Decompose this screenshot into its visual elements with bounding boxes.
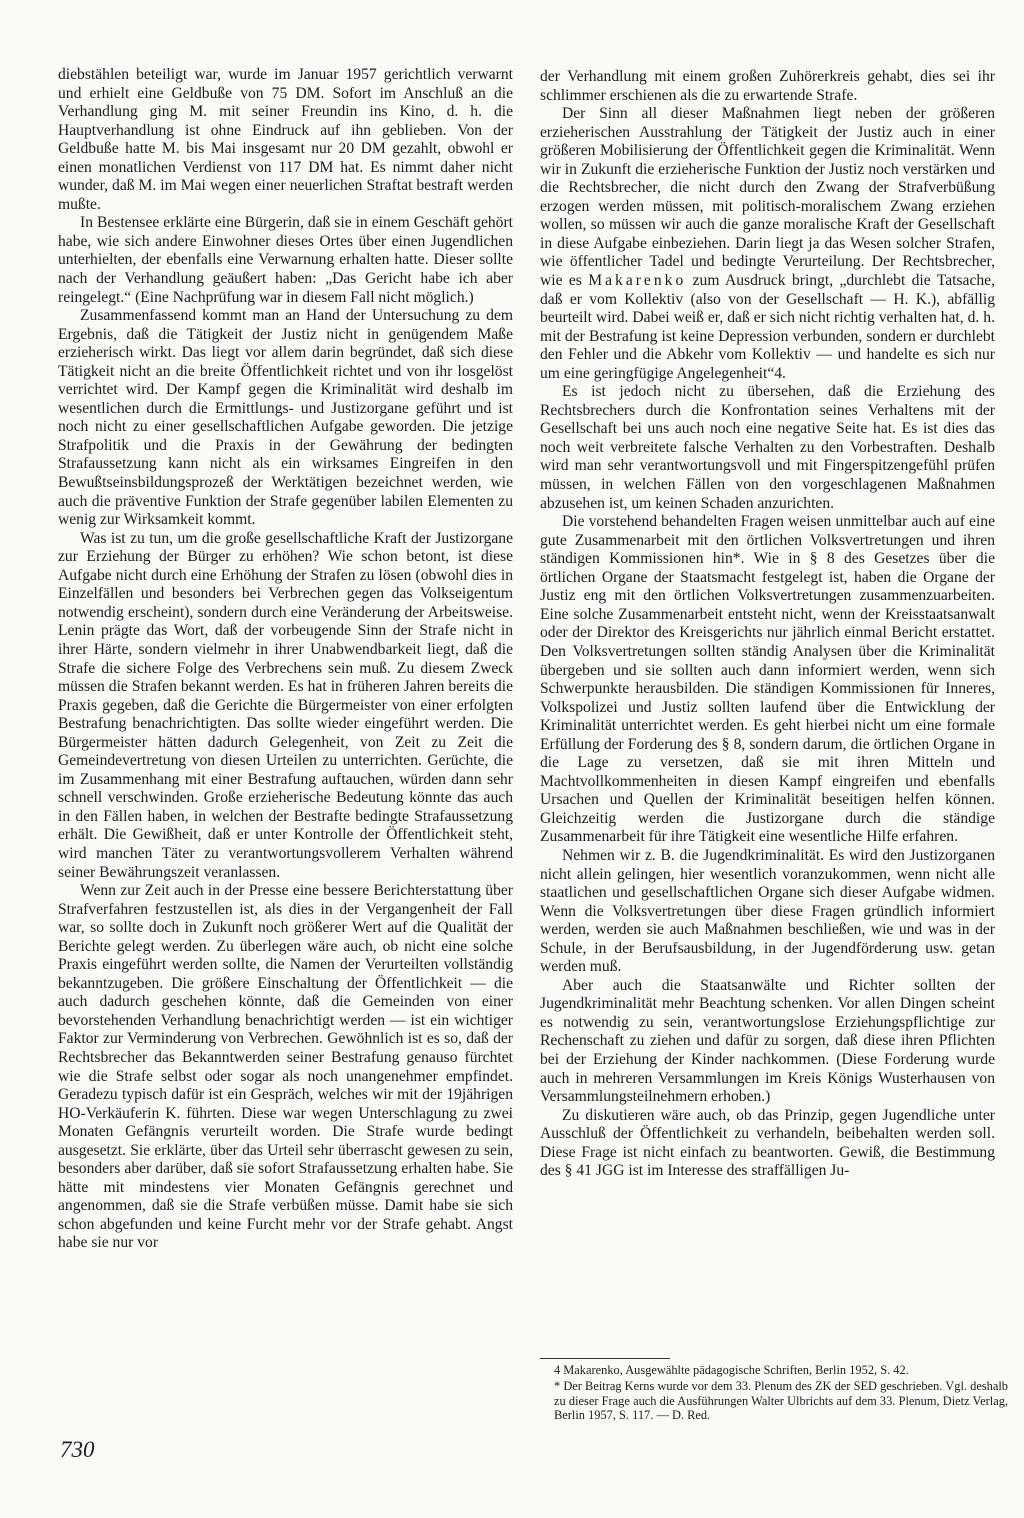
page-number: 730 bbox=[60, 1437, 95, 1462]
footnote-rule bbox=[540, 1358, 670, 1359]
paragraph: Wenn zur Zeit auch in der Presse eine bessere Berichterstattung über Strafverfahren festzustellen ist, als dies in der Vergangenheit der Fall war, so sollte doch in Zukunft noch größerer Wert auf die Qualität der Berichte gelegt werden. Zu überlegen wäre auch, ob nicht eine solche Praxis eingeführt werden sollte, die Namen der Verurteilten vollständig bekanntzugeben. Die größere Einschaltung der Öffentlichkeit — die auch dadurch geschehen könnte, daß die Gemeinden von einer bevorstehenden Verhandlung benachrichtigt werden — ist ein wichtiger Faktor zur Verminderung von Verbrechen. Gewöhnlich ist es so, daß der Rechtsbrecher das Bekanntwerden seiner Bestrafung genauso fürchtet wie die Strafe selbst oder sogar als noch unangenehmer empfindet. Geradezu typisch dafür ist ein Gespräch, welches wir mit der 19jährigen HO-Verkäuferin K. führten. Diese war wegen Unterschlagung zu zwei Monaten Gefängnis verurteilt worden. Die Strafe wurde bedingt ausgesetzt. Sie erklärte, über das Urteil sehr überrascht gewesen zu sein, besonders aber darüber, daß sie sofort Strafaussetzung erhalten habe. Sie hätte mit mindestens vier Monaten Gefängnis gerechnet und angenommen, daß sie die Strafe verbüßen müsse. Damit habe sie sich schon abgefunden und keine Furcht mehr vor der Strafe gehabt. Angst habe sie nur vor bbox=[58, 882, 513, 1252]
author-name-spaced: Makarenko bbox=[588, 272, 687, 290]
footnotes bbox=[540, 1358, 1008, 1424]
left-column bbox=[58, 66, 513, 1253]
paragraph: Die vorstehend behandelten Fragen weisen unmittelbar auch auf eine gute Zusammenarbeit mit den örtlichen Volksvertretungen und ihren ständigen Kommissionen hin*. Wie in § 8 des Gesetzes über die örtlichen Organe der Staatsmacht festgelegt ist, haben die Organe der Justiz eng mit den örtlichen Volksvertretungen zusammenzuarbeiten. Eine solche Zusammenarbeit entsteht nicht, wenn der Kreisstaatsanwalt oder der Direktor des Kreisgerichts nur jährlich einmal Bericht erstattet. Den Volksvertretungen sollten ständig Analysen über die Kriminalität übergeben und sie sollten auch dann informiert werden, wenn sich Schwerpunkte herausbilden. Die ständigen Kommissionen für Inneres, Volkspolizei und Justiz sollten laufend über die Entwicklung der Kriminalität unterrichtet werden. Es geht hierbei nicht um eine formale Erfüllung der Forderung des § 8, sondern darum, die örtlichen Organe in die Lage zu versetzen, daß sie mit ihren Mitteln und Machtvollkommenheiten in diesen Kampf eingreifen und ebenfalls Ursachen und Quellen der Kriminalität beseitigen helfen können. Gleichzeitig werden die Justizorgane durch die ständige Zusammenarbeit für ihre Tätigkeit eine wesentliche Hilfe erfahren. bbox=[540, 513, 995, 846]
right-column bbox=[540, 68, 995, 1181]
footnote: 4 Makarenko, Ausgewählte pädagogische Schriften, Berlin 1952, S. 42. bbox=[554, 1363, 909, 1377]
paragraph-text: Der Sinn all dieser Maßnahmen liegt neben der größeren erzieherischen Ausstrahlung der Tätigkeit der Justiz auch in einer größeren Mobilisierung der Öffentlichkeit gegen die Kriminalität. Wenn wir in Zukunft die erzieherische Funktion der Justiz noch verstärken und die Rechtsbrecher, die nicht durch den Zwang der Strafverbüßung erzogen werden müssen, mit politisch-moralischem Zwang erziehen wollen, so müssen wir auch die ganze moralische Kraft der Gesellschaft in diese Aufgabe einbeziehen. Darin liegt ja das Wesen solcher Strafen, wie öffentlicher Tadel und bedingte Verurteilung. Der Rechtsbrecher, wie es bbox=[540, 105, 995, 290]
paragraph: diebstählen beteiligt war, wurde im Januar 1957 gerichtlich verwarnt und erhielt eine Geldbuße von 75 DM. Sofort im Anschluß an die Verhandlung ging M. mit seiner Freundin ins Kino, d. h. die Hauptverhandlung ist ohne Eindruck auf ihn geblieben. Von der Geldbuße hatte M. bis Mai insgesamt nur 20 DM gezahlt, obwohl er einen monatlichen Verdienst von 117 DM hat. Es nimmt daher nicht wunder, daß M. im Mai wegen einer neuerlichen Straftat bestraft werden mußte. bbox=[58, 66, 513, 213]
paragraph: der Verhandlung mit einem großen Zuhörerkreis gehabt, dies sei ihr schlimmer erschienen als die zu erwartende Strafe. bbox=[540, 68, 995, 104]
paragraph: Zusammenfassend kommt man an Hand der Untersuchung zu dem Ergebnis, daß die Tätigkeit der Justiz nicht in genügendem Maße erzieherisch wirkt. Das liegt vor allem darin begründet, daß sich diese Tätigkeit nicht an die breite Öffentlichkeit richtet und von ihr losgelöst verrichtet wird. Der Kampf gegen die Kriminalität wird deshalb im wesentlichen durch die Ermittlungs- und Justizorgane geführt und ist noch nicht zu einer gesellschaftlichen Aufgabe geworden. Die jetzige Strafpolitik und die Praxis in der Gewährung der bedingten Strafaussetzung kann nicht als ein wirksames Eingreifen in den Bewußtseinsbildungsprozeß der Werktätigen bezeichnet werden, wie auch die präventive Funktion der Strafe gegenüber labilen Elementen zu wenig zur Wirksamkeit kommt. bbox=[58, 307, 513, 529]
paragraph: Nehmen wir z. B. die Jugendkriminalität. Es wird den Justizorganen nicht allein gelingen, hier wesentlich voranzukommen, wenn nicht alle staatlichen und gesellschaftlichen Organe sich dieser Aufgabe widmen. Wenn die Volksvertretungen über diese Fragen gründlich informiert werden, werden sie auch Maßnahmen beschließen, wie und was in der Schule, in der Berufsausbildung, in der Jugendförderung usw. getan werden muß. bbox=[540, 846, 995, 976]
paragraph: Was ist zu tun, um die große gesellschaftliche Kraft der Justizorgane zur Erziehung der Bürger zu erhöhen? Wie schon betont, ist diese Aufgabe nicht durch eine Erhöhung der Strafen zu lösen (obwohl dies in Einzelfällen und besonders bei Verbrechen gegen das Volkseigentum notwendig erscheint), sondern durch eine Veränderung der Arbeitsweise. Lenin prägte das Wort, daß der vorbeugende Sinn der Strafe nicht in ihrer Härte, sondern vielmehr in ihrer Unabwendbarkeit liegt, daß die Strafe die sichere Folge des Verbrechens sein muß. Zu diesem Zweck müssen die Strafen bekannt werden. Es hat in früheren Jahren bereits die Praxis gegeben, daß die Gerichte die Bürgermeister von einer erfolgten Bestrafung benachrichtigten. Das sollte wieder eingeführt werden. Die Bürgermeister hätten dadurch Gelegenheit, von Zeit zu Zeit die Gemeindevertretung von diesen Urteilen zu unterrichten. Gerüchte, die im Zusammenhang mit einer Bestrafung auftauchen, würden dann sehr schnell verschwinden. Große erzieherische Bedeutung könnte das auch in den Fällen haben, in welchen der Bestrafte bedingte Strafaussetzung erhält. Die Gewißheit, daß er unter Kontrolle der Öffentlichkeit steht, wird manchen Täter zu verantwortungsvollerem Verhalten während seiner Bewährungszeit veranlassen. bbox=[58, 529, 513, 881]
paragraph-text: zum Ausdruck bringt, „durchlebt die Tatsache, daß er vom Kollektiv (also von der Gesellschaft — H. K.), abfällig beurteilt wird. Dabei weiß er, daß er sich nicht richtig verhalten hat, d. h. mit der Bestrafung ist keine Depression verbunden, sondern er durchlebt den Fehler und die Abkehr vom Kollektiv — und handelte es sich nur um eine geringfügige Angelegenheit“4. bbox=[540, 272, 995, 382]
paragraph: Aber auch die Staatsanwälte und Richter sollten der Jugendkriminalität mehr Beachtung schenken. Vor allen Dingen scheint es notwendig zu sein, verantwortungslose Erziehungspflichtige zur Rechenschaft zu ziehen und dafür zu sorgen, daß diese ihren Pflichten bei der Erziehung der Kinder nachkommen. (Diese Forderung wurde auch in mehreren Versammlungen im Kreis Königs Wusterhausen von Versammlungsteilnehmern erhoben.) bbox=[540, 976, 995, 1106]
paragraph: Zu diskutieren wäre auch, ob das Prinzip, gegen Jugendliche unter Ausschluß der Öffentlichkeit zu verhandeln, beibehalten werden soll. Diese Frage ist nicht einfach zu beantworten. Gewiß, die Bestimmung des § 41 JGG ist im Interesse des straffälligen Ju- bbox=[540, 1106, 995, 1180]
paragraph: In Bestensee erklärte eine Bürgerin, daß sie in einem Geschäft gehört habe, wie sich andere Einwohner dieses Ortes über einen Jugendlichen unterhielten, der ebenfalls eine Verwarnung erhalten hatte. Dieser sollte nach der Verhandlung geäußert haben: „Das Gericht habe ich aber reingelegt.“ (Eine Nachprüfung war in diesem Fall nicht möglich.) bbox=[58, 214, 513, 306]
footnote: * Der Beitrag Kerns wurde vor dem 33. Plenum des ZK der SED geschrieben. Vgl. deshalb zu dieser Frage auch die Ausführungen Walter Ulbrichts auf dem 33. Plenum, Dietz Verlag, Berlin 1957, S. 117. — D. Red. bbox=[554, 1378, 1008, 1423]
paragraph bbox=[540, 105, 995, 383]
paragraph: Es ist jedoch nicht zu übersehen, daß die Erziehung des Rechtsbrechers durch die Konfrontation seines Verhaltens mit der Gesellschaft bei uns auch noch eine negative Seite hat. Es ist dies das noch weit verbreitete falsche Verhalten zu den Vorbestraften. Deshalb wird man sehr verantwortungsvoll und mit Fingerspitzengefühl prüfen müssen, in welchen Fällen von den vorgeschlagenen Maßnahmen abzusehen ist, um keinen Schaden anzurichten. bbox=[540, 383, 995, 512]
